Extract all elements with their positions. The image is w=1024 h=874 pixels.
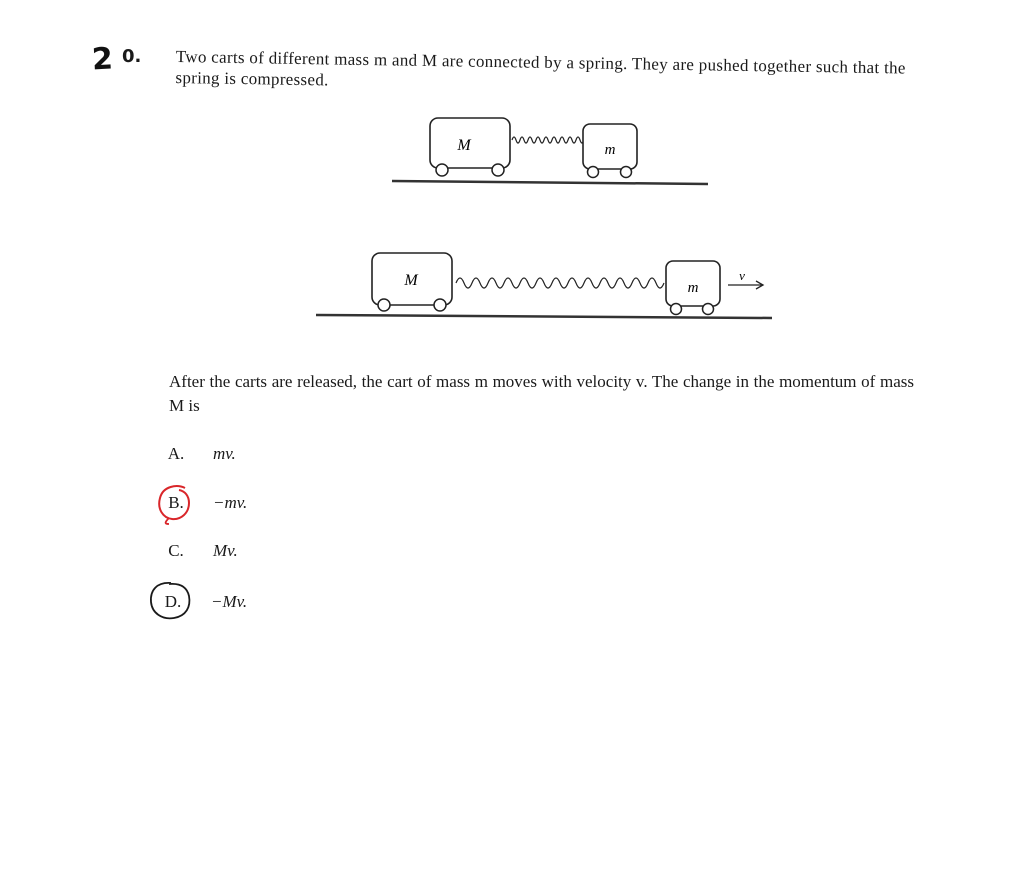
question-text: After the carts are released, the cart of mass m moves with velocity v. The change in the momentum of mass M is: [169, 372, 914, 415]
option-d-letter: D.: [164, 592, 182, 611]
cart-m-label: m: [604, 142, 616, 158]
printed-question-number: 0.: [122, 46, 142, 67]
wheel: [436, 164, 448, 176]
figure-compressed-spring: [380, 110, 720, 195]
handwritten-question-number: 2: [91, 41, 114, 78]
wheel: [621, 167, 632, 178]
cart-M-label: M: [457, 137, 471, 154]
option-c-text: Mv.: [213, 541, 238, 560]
figure-released-carts: [310, 245, 780, 330]
wheel: [492, 164, 504, 176]
wheel: [671, 304, 682, 315]
ground-line: [316, 315, 772, 318]
spring-compressed: [512, 137, 584, 143]
wheel: [588, 167, 599, 178]
cart-m-label: m: [687, 280, 699, 296]
option-a-letter: A.: [167, 444, 185, 463]
velocity-label: v: [739, 268, 745, 283]
option-a-text: mv.: [213, 444, 236, 463]
option-c-letter: C.: [168, 541, 184, 560]
ground-line: [392, 181, 708, 184]
wheel: [703, 304, 714, 315]
option-b-letter: B.: [168, 493, 184, 512]
wheel: [434, 299, 446, 311]
cart-M-label: M: [404, 272, 418, 289]
option-b-text: −mv.: [213, 493, 248, 512]
question-intro: Two carts of different mass m and M are connected by a spring. They are pushed together such that the spring is compressed.: [175, 46, 906, 90]
wheel: [378, 299, 390, 311]
spring-extended: [456, 278, 664, 288]
option-d-text: −Mv.: [211, 592, 248, 611]
